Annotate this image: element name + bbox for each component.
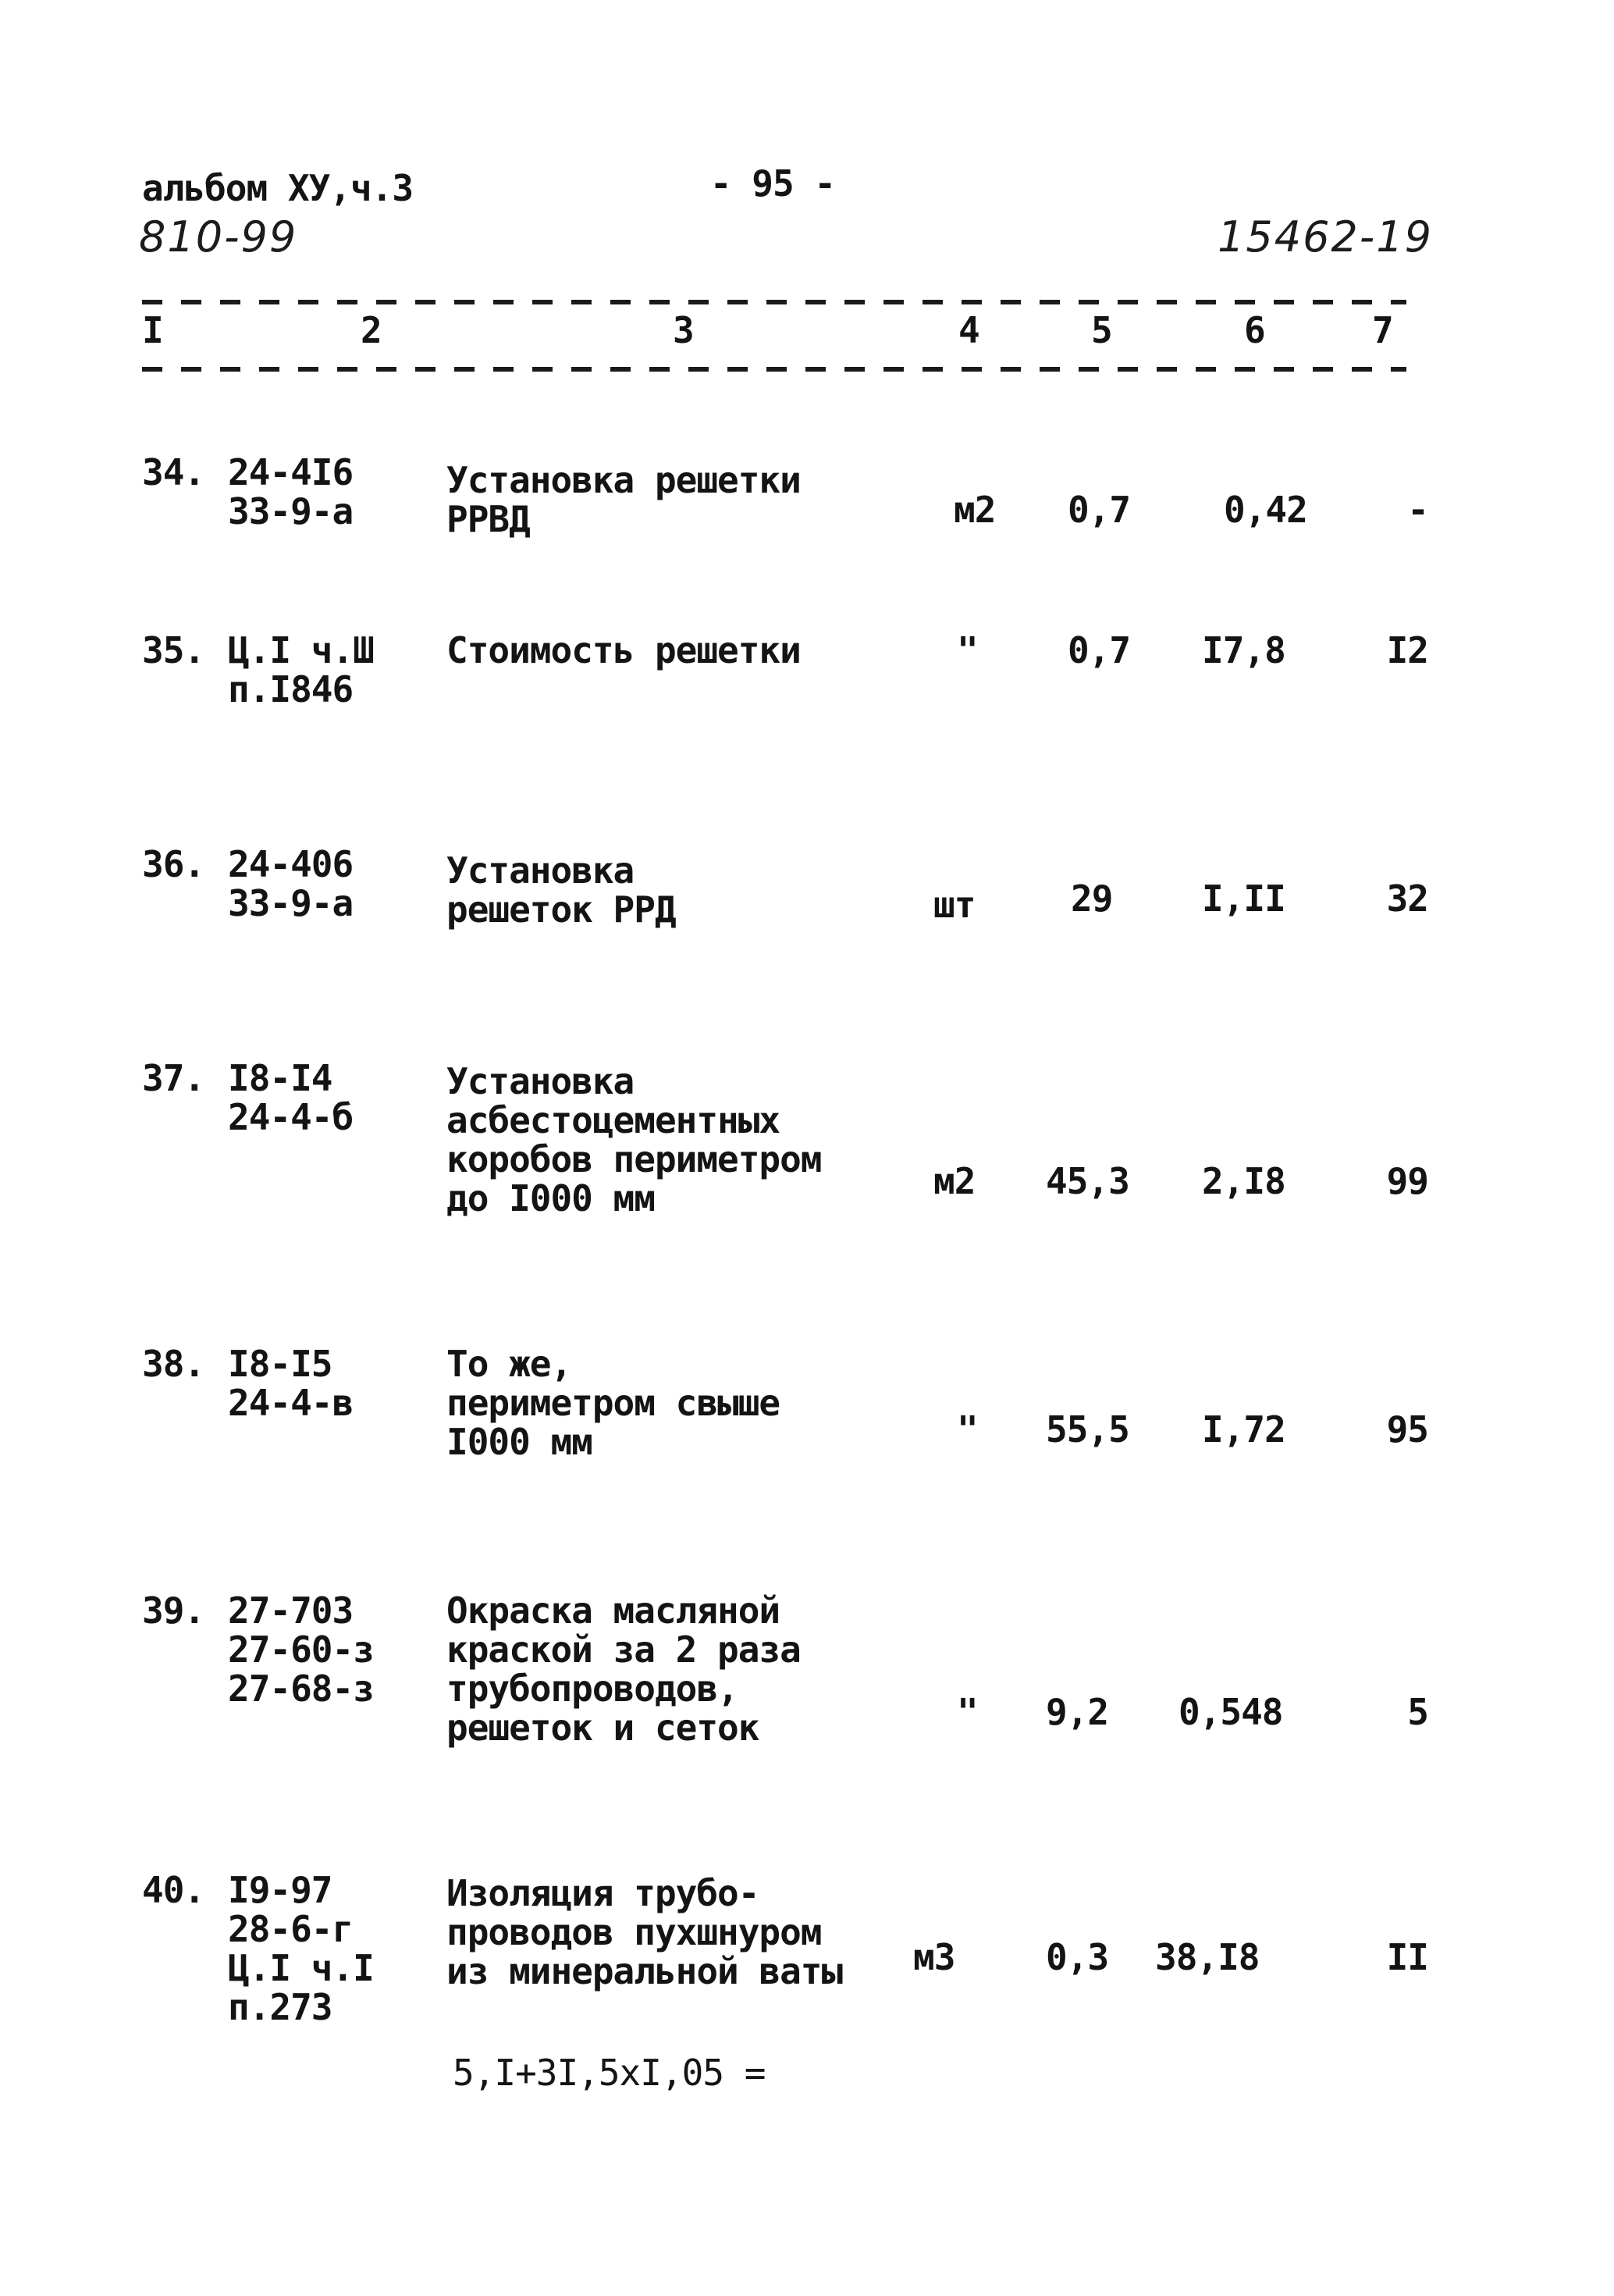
row-number: 34. [142,451,205,493]
row-code: 24-406 33-9-а [228,843,354,924]
row-total: 99 [1386,1160,1428,1202]
row-unit: " [957,629,978,671]
row-total: II [1386,1936,1428,1978]
row-number: 36. [142,843,205,885]
row-code: I9-97 28-6-г Ц.I ч.I п.273 [228,1869,374,2028]
page-number: - 95 - [709,162,836,205]
header-rule-bottom [142,367,1406,372]
row-quantity: 0,3 [1046,1936,1109,1978]
row-total: 32 [1386,877,1428,920]
row-unit: " [957,1408,978,1451]
row-number: 38. [142,1343,205,1385]
row-quantity: 29 [1071,877,1113,920]
handwritten-code-left: 810-99 [139,212,298,262]
row-unit: м3 [913,1936,955,1978]
row-total: I2 [1386,629,1428,671]
row-quantity: 0,7 [1068,629,1131,671]
column-header-1: I [142,309,163,351]
row-unit: м2 [933,1160,976,1202]
row-description: Окраска масляной краской за 2 раза трубопроводов, решеток и сеток [446,1589,801,1749]
row-description: Установка решеток РРД [446,849,676,931]
row-price: 2,I8 [1202,1160,1285,1202]
column-header-3: 3 [673,309,694,351]
header-rule-top [142,300,1406,304]
row-unit: " [957,1691,978,1733]
row-total: 5 [1407,1691,1428,1733]
row-code: I8-I4 24-4-б [228,1057,354,1138]
row-description: То же, периметром свыше I000 мм [446,1343,780,1463]
row-total: 95 [1386,1408,1428,1451]
row-unit: шт [933,884,976,926]
row-quantity: 0,7 [1068,489,1131,531]
column-header-7: 7 [1372,309,1393,351]
row-quantity: 55,5 [1046,1408,1129,1451]
row-number: 40. [142,1869,205,1911]
row-number: 37. [142,1057,205,1099]
row-code: 24-4I6 33-9-а [228,451,354,532]
column-header-5: 5 [1091,309,1112,351]
row-price: 0,548 [1179,1691,1283,1733]
row-price: 0,42 [1224,489,1307,531]
row-code: 27-703 27-60-з 27-68-з [228,1589,374,1710]
row-number: 39. [142,1589,205,1632]
column-header-6: 6 [1244,309,1265,351]
row-quantity: 9,2 [1046,1691,1109,1733]
row-description: Установка решетки РРВД [446,459,801,540]
row-price: I,II [1202,877,1285,920]
row-code: Ц.I ч.Ш п.I846 [228,629,374,710]
album-reference: альбом ХУ,ч.3 [142,167,414,209]
row-quantity: 45,3 [1046,1160,1129,1202]
row-price: 38,I8 [1155,1936,1260,1978]
row-price: I7,8 [1202,629,1285,671]
row-total: - [1407,489,1428,531]
row-price: I,72 [1202,1408,1285,1451]
row-description: Установка асбестоцементных коробов периметром до I000 мм [446,1060,822,1219]
row-code: I8-I5 24-4-в [228,1343,354,1424]
row-description: Стоимость решетки [446,629,801,671]
row-description: Изоляция трубо- проводов пухшнуром из минеральной ваты [446,1872,843,1992]
row-number: 35. [142,629,205,671]
column-header-4: 4 [958,309,979,351]
calculation-formula: 5,I+3I,5xI,05 = [453,2052,766,2094]
handwritten-code-right: 15462-19 [1218,212,1433,262]
column-header-2: 2 [361,309,382,351]
row-unit: м2 [954,489,996,531]
